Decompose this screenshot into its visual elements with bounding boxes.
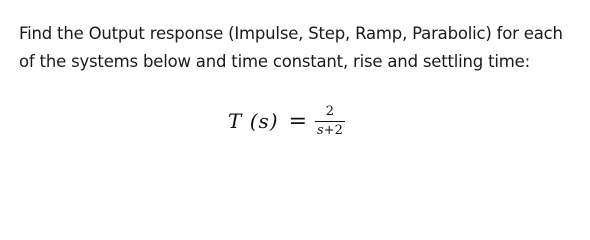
- denominator-constant: +2: [323, 122, 343, 138]
- fraction-numerator: 2: [325, 103, 335, 119]
- transfer-function: [228, 98, 345, 144]
- formula-lhs: T (s): [228, 109, 279, 133]
- equals-sign: =: [288, 108, 308, 134]
- denominator-variable: s: [317, 122, 324, 138]
- fraction: [315, 105, 345, 138]
- fraction-denominator: [315, 122, 345, 138]
- question-text: Find the Output response (Impulse, Step, Ramp, Parabolic) for each of the systems below and time constant, rise and settling time:: [19, 24, 563, 71]
